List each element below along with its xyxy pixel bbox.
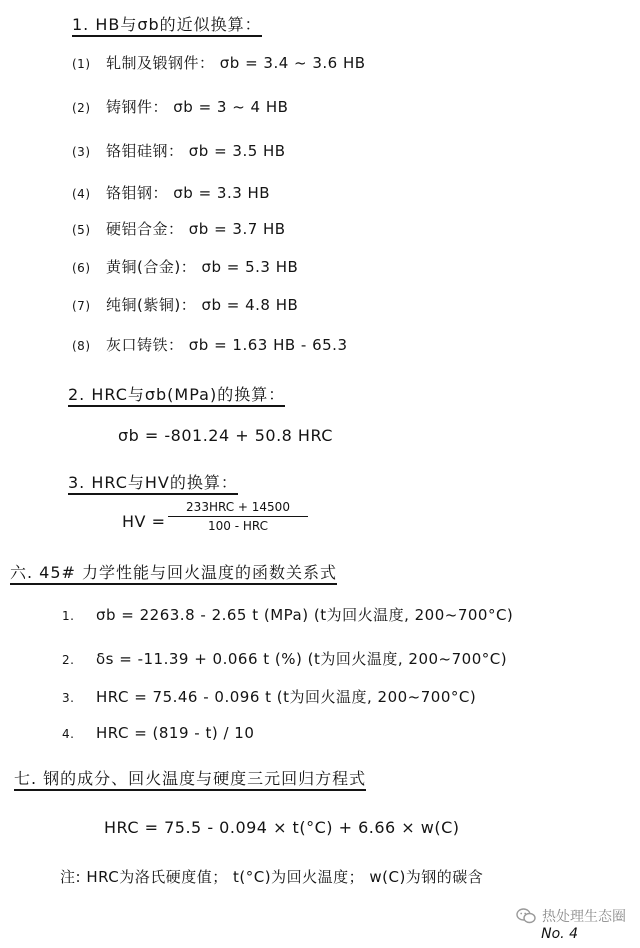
s1-item-8	[72, 334, 348, 355]
watermark	[516, 906, 626, 926]
s6-item-2	[62, 648, 507, 669]
s1-item-5-text: 硬铝合金： σb = 3.7 HB	[106, 220, 286, 238]
s3-fraction	[168, 500, 308, 533]
s1-item-7-text: 纯铜(紫铜)： σb = 4.8 HB	[106, 296, 299, 314]
s1-item-4-text: 铬钼钢： σb = 3.3 HB	[106, 184, 271, 202]
s1-item-8-text: 灰口铸铁： σb = 1.63 HB - 65.3	[106, 336, 348, 354]
s6-item-4-num: 4.	[62, 727, 75, 741]
s3-denominator: 100 - HRC	[207, 519, 268, 533]
s3-formula-lhs: HV =	[122, 512, 166, 531]
watermark-text: 热处理生态圈	[542, 909, 626, 925]
s1-item-5-num: (5)	[72, 223, 91, 237]
s1-item-6-text: 黄铜(合金)： σb = 5.3 HB	[106, 258, 299, 276]
s6-item-3-text: HRC = 75.46 - 0.096 t (t为回火温度, 200~700°C)	[96, 688, 477, 706]
s1-item-4	[72, 182, 270, 203]
section-6-title-text: 六. 45# 力学性能与回火温度的函数关系式	[10, 563, 337, 585]
s6-item-3	[62, 686, 476, 707]
s1-item-3-text: 铬钼硅钢： σb = 3.5 HB	[106, 142, 286, 160]
section-1-title-text: 1. HB与σb的近似换算：	[72, 15, 262, 37]
s1-item-1-text: 轧制及锻钢件： σb = 3.4 ~ 3.6 HB	[106, 54, 366, 72]
s1-item-7	[72, 294, 298, 315]
s2-formula: σb = -801.24 + 50.8 HRC	[118, 426, 333, 445]
s6-item-2-text: δs = -11.39 + 0.066 t (%) (t为回火温度, 200~700°C)	[96, 650, 508, 668]
section-3-title-text: 3. HRC与HV的换算：	[68, 473, 238, 495]
s1-item-3-num: (3)	[72, 145, 91, 159]
s1-item-8-num: (8)	[72, 339, 91, 353]
s1-item-2	[72, 96, 288, 117]
s3-numerator: 233HRC + 14500	[168, 500, 308, 517]
section-3-title	[68, 470, 238, 493]
s1-item-2-text: 铸钢件： σb = 3 ~ 4 HB	[106, 98, 289, 116]
s1-item-1-num: (1)	[72, 57, 91, 71]
s1-item-4-num: (4)	[72, 187, 91, 201]
section-2-title-text: 2. HRC与σb(MPa)的换算：	[68, 385, 285, 407]
s1-item-3	[72, 140, 286, 161]
s6-item-1	[62, 604, 513, 625]
section-6-title	[10, 560, 337, 583]
section-1-title	[72, 12, 262, 35]
s6-item-3-num: 3.	[62, 691, 75, 705]
s1-item-6-num: (6)	[72, 261, 91, 275]
s7-formula: HRC = 75.5 - 0.094 × t(°C) + 6.66 × w(C)	[104, 818, 460, 837]
s6-item-1-text: σb = 2263.8 - 2.65 t (MPa) (t为回火温度, 200~700°C)	[96, 606, 514, 624]
s1-item-1	[72, 52, 366, 73]
wechat-icon	[516, 908, 536, 924]
section-2-title	[68, 382, 285, 405]
section-7-title-text: 七. 钢的成分、回火温度与硬度三元回归方程式	[14, 769, 366, 791]
s1-item-7-num: (7)	[72, 299, 91, 313]
s7-note: 注: HRC为洛氏硬度值； t(°C)为回火温度； w(C)为钢的碳含	[60, 868, 484, 886]
page-number: No. 4	[541, 926, 578, 942]
section-7-title	[14, 766, 366, 789]
s6-item-2-num: 2.	[62, 653, 75, 667]
s6-item-4-text: HRC = (819 - t) / 10	[96, 724, 255, 742]
s6-item-4	[62, 724, 254, 742]
s1-item-5	[72, 218, 286, 239]
s1-item-2-num: (2)	[72, 101, 91, 115]
s1-item-6	[72, 256, 298, 277]
s6-item-1-num: 1.	[62, 609, 75, 623]
